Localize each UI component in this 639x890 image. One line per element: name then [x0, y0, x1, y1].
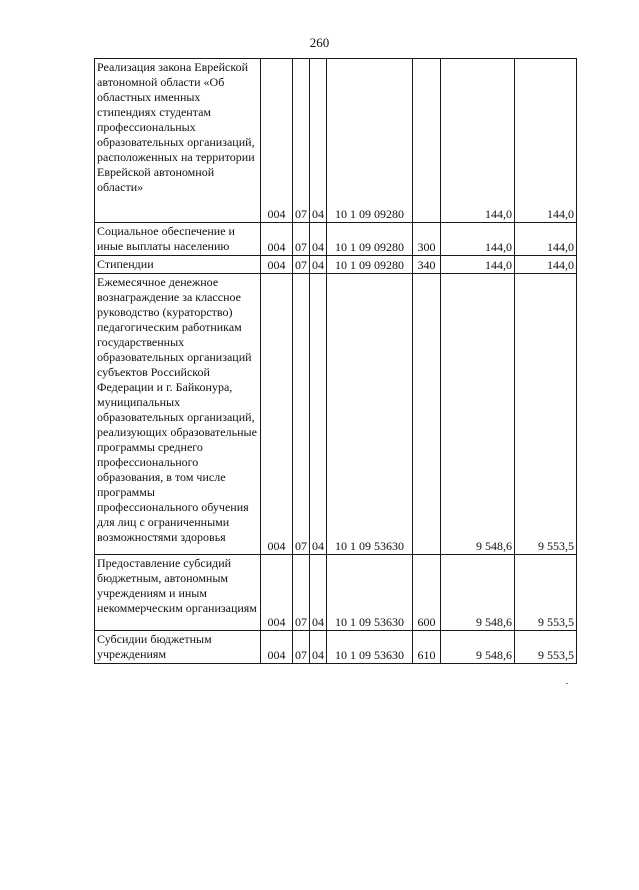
- table-row: [95, 223, 577, 256]
- row-name: Субсидии бюджетным учреждениям: [95, 631, 261, 664]
- amount-year-2: 144,0: [515, 223, 577, 256]
- amount-year-1: 144,0: [441, 59, 515, 223]
- expense-type-code: [413, 274, 441, 555]
- amount-year-2: 9 553,5: [515, 274, 577, 555]
- section-code: 07: [293, 59, 310, 223]
- row-name: Социальное обеспечение и иные выплаты населению: [95, 223, 261, 256]
- subsection-code: 04: [310, 256, 327, 274]
- target-article-code: 10 1 09 09280: [327, 256, 413, 274]
- grbs-code: 004: [261, 274, 293, 555]
- target-article-code: 10 1 09 09280: [327, 59, 413, 223]
- target-article-code: 10 1 09 53630: [327, 274, 413, 555]
- subsection-code: 04: [310, 274, 327, 555]
- amount-year-1: 9 548,6: [441, 631, 515, 664]
- expense-type-code: 300: [413, 223, 441, 256]
- section-code: 07: [293, 555, 310, 631]
- table-row: [95, 274, 577, 555]
- table-row: [95, 59, 577, 223]
- target-article-code: 10 1 09 53630: [327, 631, 413, 664]
- amount-year-2: 9 553,5: [515, 631, 577, 664]
- row-name: Реализация закона Еврейской автономной области «Об областных именных стипендиях студентам профессиональных образовательных организаций, расположенных на территории Еврейской автономной области»: [95, 59, 261, 223]
- amount-year-1: 9 548,6: [441, 555, 515, 631]
- amount-year-1: 9 548,6: [441, 274, 515, 555]
- table-row: [95, 555, 577, 631]
- amount-year-1: 144,0: [441, 223, 515, 256]
- subsection-code: 04: [310, 555, 327, 631]
- amount-year-2: 144,0: [515, 59, 577, 223]
- grbs-code: 004: [261, 59, 293, 223]
- target-article-code: 10 1 09 09280: [327, 223, 413, 256]
- budget-table: [94, 58, 577, 664]
- section-code: 07: [293, 631, 310, 664]
- target-article-code: 10 1 09 53630: [327, 555, 413, 631]
- section-code: 07: [293, 223, 310, 256]
- expense-type-code: 340: [413, 256, 441, 274]
- row-name: Предоставление субсидий бюджетным, автономным учреждениям и иным некоммерческим организациям: [95, 555, 261, 631]
- row-name: Ежемесячное денежное вознаграждение за классное руководство (кураторство) педагогическим работникам государственных образовательных организаций субъектов Российской Федерации и г. Байконура, муниципальных образовательных организаций, реализующих образовательные программы среднего профессионального образования, в том числе программы профессионального обучения для лиц с ограниченными возможностями здоровья: [95, 274, 261, 555]
- scan-speck: [566, 683, 568, 684]
- expense-type-code: 610: [413, 631, 441, 664]
- grbs-code: 004: [261, 256, 293, 274]
- amount-year-1: 144,0: [441, 256, 515, 274]
- section-code: 07: [293, 274, 310, 555]
- amount-year-2: 144,0: [515, 256, 577, 274]
- row-name: Стипендии: [95, 256, 261, 274]
- subsection-code: 04: [310, 631, 327, 664]
- table-row: [95, 631, 577, 664]
- subsection-code: 04: [310, 223, 327, 256]
- expense-type-code: [413, 59, 441, 223]
- page-number: 260: [309, 35, 330, 50]
- amount-year-2: 9 553,5: [515, 555, 577, 631]
- table-row: [95, 256, 577, 274]
- subsection-code: 04: [310, 59, 327, 223]
- grbs-code: 004: [261, 223, 293, 256]
- section-code: 07: [293, 256, 310, 274]
- expense-type-code: 600: [413, 555, 441, 631]
- grbs-code: 004: [261, 631, 293, 664]
- grbs-code: 004: [261, 555, 293, 631]
